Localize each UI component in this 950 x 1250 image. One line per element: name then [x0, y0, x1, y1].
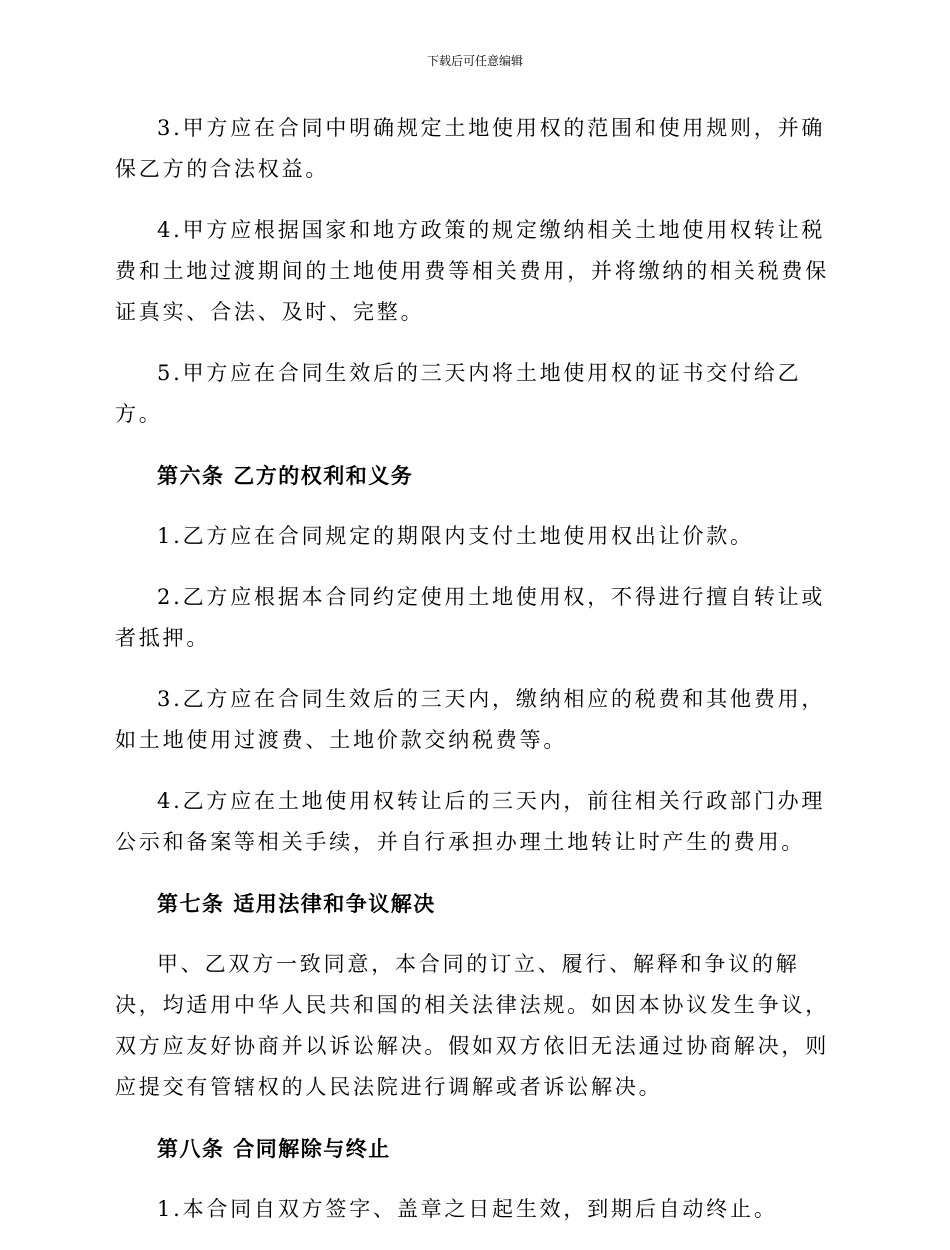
clause-paragraph: 5.甲方应在合同生效后的三天内将土地使用权的证书交付给乙方。	[115, 361, 802, 426]
clause-paragraph: 4.乙方应在土地使用权转让后的三天内，前往相关行政部门办理公示和备案等相关手续，并自行承担办理土地转让时产生的费用。	[115, 789, 826, 854]
clause-paragraph: 甲、乙双方一致同意，本合同的订立、履行、解释和争议的解决，均适用中华人民共和国的相关法律法规。如因本协议发生争议，双方应友好协商并以诉讼解决。假如双方依旧无法通过协商解决，则应提交有管辖权的人民法院进行调解或者诉讼解决。	[115, 952, 829, 1099]
clause-paragraph: 3.甲方应在合同中明确规定土地使用权的范围和使用规则，并确保乙方的合法权益。	[115, 116, 826, 181]
page-header: 下载后可任意编辑	[426, 54, 523, 68]
clause-paragraph: 3.乙方应在合同生效后的三天内，缴纳相应的税费和其他费用，如土地使用过渡费、土地价款交纳税费等。	[115, 687, 826, 752]
section-heading: 第八条 合同解除与终止	[157, 1136, 391, 1161]
document-body	[115, 108, 835, 1250]
clause-paragraph: 1.本合同自双方签字、盖章之日起生效，到期后自动终止。	[157, 1197, 778, 1221]
section-heading: 第七条 适用法律和争议解决	[157, 891, 436, 916]
clause-paragraph: 1.乙方应在合同规定的期限内支付土地使用权出让价款。	[157, 524, 754, 548]
section-heading: 第六条 乙方的权利和义务	[157, 463, 414, 488]
clause-paragraph: 2.乙方应根据本合同约定使用土地使用权，不得进行擅自转让或者抵押。	[115, 585, 826, 650]
clause-paragraph: 4.甲方应根据国家和地方政策的规定缴纳相关土地使用权转让税费和土地过渡期间的土地使用费等相关费用，并将缴纳的相关税费保证真实、合法、及时、完整。	[115, 218, 829, 324]
